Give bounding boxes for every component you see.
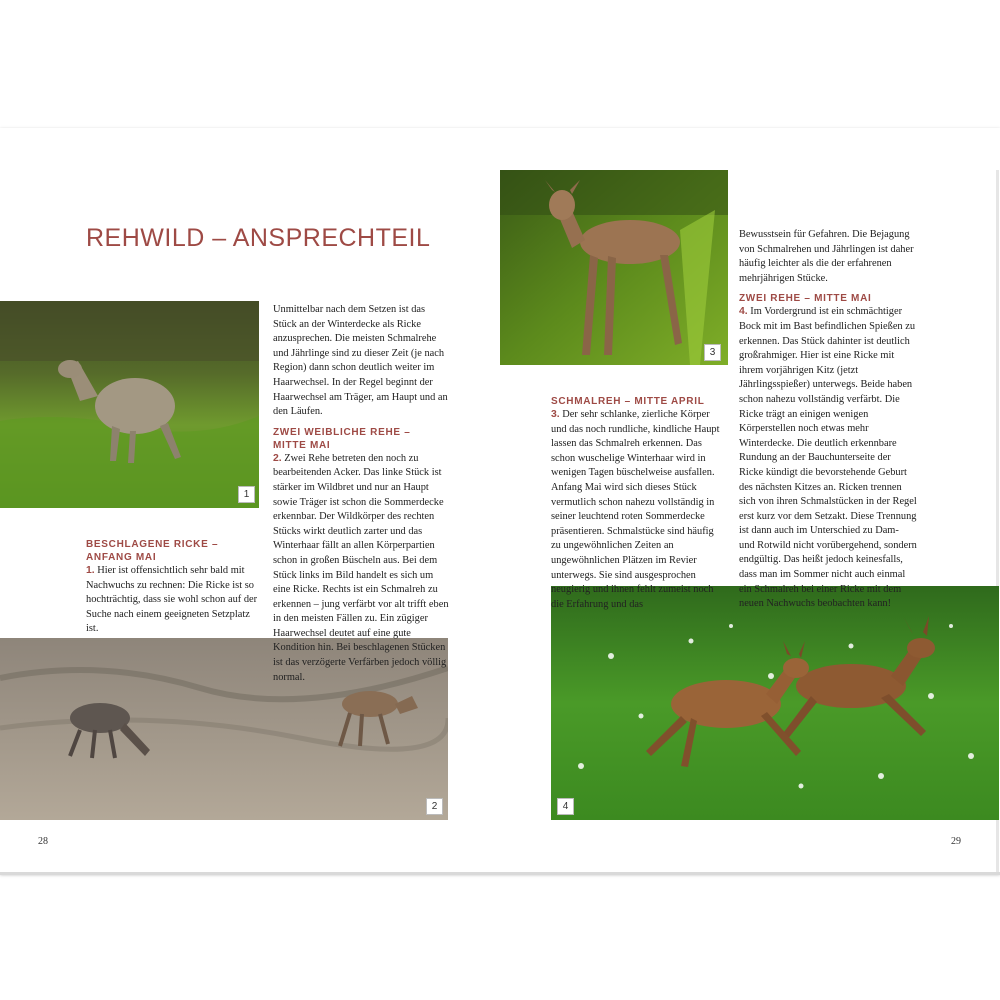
section-text: Hier ist offensichtlich sehr bald mit Nachwuchs zu rechnen: Die Ricke ist so hochträchtig, dass sie wohl schon auf der Suche nach einem geeigneten Setzplatz ist. bbox=[86, 565, 258, 635]
page-bottom-edge bbox=[0, 872, 1000, 875]
section-number: 2. bbox=[273, 452, 282, 464]
section-number: 4. bbox=[739, 306, 748, 318]
section-heading: ZWEI REHE – MITTE MAI bbox=[739, 293, 872, 305]
continued-paragraph: Bewusstsein für Gefahren. Die Bejagung von Schmalrehen und Jährlingen ist daher häufig leichter als die der erfahrenen mehrjährigen Stücke. bbox=[739, 229, 914, 284]
photo-number-badge: 1 bbox=[238, 486, 255, 503]
page-number-right: 29 bbox=[951, 836, 961, 847]
section-heading: ZWEI WEIBLICHE REHE – bbox=[273, 426, 411, 438]
photo-number-badge: 2 bbox=[426, 798, 443, 815]
section-heading: MITTE MAI bbox=[273, 439, 331, 451]
photo-4 bbox=[551, 586, 999, 820]
photo-3 bbox=[500, 170, 728, 365]
text-column bbox=[739, 228, 917, 612]
photo-1 bbox=[0, 301, 259, 508]
text-column bbox=[551, 395, 726, 612]
text-column bbox=[86, 538, 258, 637]
intro-paragraph: Unmittelbar nach dem Setzen ist das Stück an der Winterdecke als Ricke anzusprechen. Die meisten Schmalrehe und Jährlinge sind zu dieser Zeit (je nach Region) dann schon deutlich weiter im Haarwechsel. In der Regel beginnt der Haarwechsel am Träger, am Haupt und an den Läufen. bbox=[273, 304, 448, 418]
paragraph bbox=[86, 564, 258, 637]
section-number: 3. bbox=[551, 409, 560, 420]
paragraph bbox=[739, 305, 917, 611]
photo-number-badge: 4 bbox=[557, 798, 574, 815]
paragraph bbox=[551, 408, 726, 612]
page-number-left: 28 bbox=[38, 836, 48, 847]
section-number: 1. bbox=[86, 565, 95, 576]
photo-number-badge: 3 bbox=[704, 344, 721, 361]
section-heading: BESCHLAGENE RICKE – bbox=[86, 539, 219, 550]
section-heading: SCHMALREH – MITTE APRIL bbox=[551, 396, 705, 407]
section-text: Im Vordergrund ist ein schmächtiger Bock mit im Bast befindlichen Spießen zu erkennen. Das Stück dahinter ist deutlich großrahmiger. Hier ist eine Ricke mit ihrem vorjährigen Kitz (jetzt Jährlingsspießer) unterwegs. Beide haben schon nahezu vollständig verfärbt. Die Ricke trägt an einigen wenigen Körperstellen noch etwas mehr Winterdecke. Die deutlich erkennbare Rundung an der Bauchunterseite der Ricke kündigt die bevorstehende Geburt des nächsten Kitzes an. Ricken trennen sich von ihren Schmalstücken in der Regel erst kurz vor dem Setzakt. Diese Trennung ist dann auch im Unterschied zu Dam- und Rotwild nicht vorübergehend, sondern endgültig. Das heißt jedoch keinesfalls, dass man im Sommer nicht auch einmal ein Schmalreh bei einer Ricke mit dem neuen Nachwuchs beobachten kann! bbox=[739, 306, 917, 610]
page-title: REHWILD – ANSPRECHTEIL bbox=[86, 224, 431, 252]
section-text: Zwei Rehe betreten den noch zu bearbeitenden Acker. Das linke Stück ist stärker im Wildbret und nur an Haupt sowie Träger ist schon die Sommerdecke erkennbar. Der Wildkörper des rechten Stücks wirkt deutlich zarter und das Winterhaar fällt an allen Körperpartien schon in großen Büscheln aus. Bei dem Stück links im Bild handelt es sich um eine Ricke. Rechts ist ein Schmalreh zu erkennen – jung verfärbt vor alt trifft eben in den meisten Fällen zu. Ein zügiger Haarwechsel deutet auf eine gute Kondition hin. Bei beschlagenen Stücken ist das verzögerte Verfärben jedoch völlig normal. bbox=[273, 452, 449, 683]
paragraph bbox=[273, 452, 451, 686]
text-column bbox=[273, 303, 451, 685]
section-text: Der sehr schlanke, zierliche Körper und das noch rundliche, kindliche Haupt lassen das Schmalreh erkennen. Das schon wuschelige Winterhaar wird in wenigen Tagen büschelweise ausfallen. Anfang Mai wird sich dieses Stück vermutlich schon nahezu vollständig in seiner leuchtend roten Sommerdecke präsentieren. Schmalstücke sind häufig zu ungewöhnlichen Zeiten an ungewöhnlichen Plätzen im Revier unterwegs. Sie sind ausgesprochen neugierig und ihnen fehlt zumeist noch die Erfahrung und das bbox=[551, 409, 720, 610]
section-heading: ANFANG MAI bbox=[86, 552, 157, 563]
